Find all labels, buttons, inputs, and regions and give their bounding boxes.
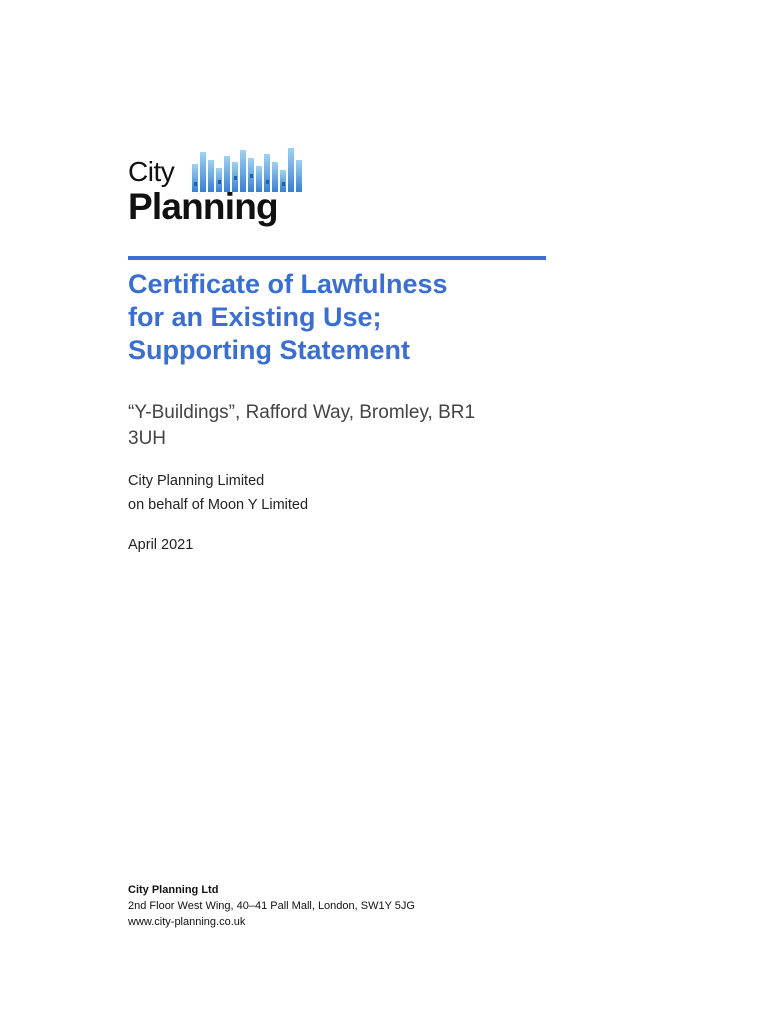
address-line: “Y-Buildings”, Rafford Way, Bromley, BR1 (128, 402, 476, 423)
footer-contact (128, 882, 415, 930)
address-line: 3UH (128, 428, 167, 449)
title-line: Supporting Statement (128, 335, 410, 365)
title-line: for an Existing Use; (128, 302, 382, 332)
city-planning-logo (128, 146, 308, 226)
footer-company: City Planning Ltd (128, 884, 219, 896)
footer-address: 2nd Floor West Wing, 40–41 Pall Mall, London, SW1Y 5JG (128, 900, 415, 912)
author-company: City Planning Limited (128, 473, 265, 489)
logo-word-city: City (128, 156, 175, 187)
document-date: April 2021 (128, 537, 194, 553)
title-line: Certificate of Lawfulness (128, 269, 448, 299)
document-title (128, 268, 548, 367)
logo-word-planning: Planning (128, 186, 278, 227)
footer-website-link[interactable]: www.city-planning.co.uk (128, 916, 246, 928)
author-client: on behalf of Moon Y Limited (128, 497, 309, 513)
title-divider (128, 256, 546, 260)
site-address (128, 400, 538, 452)
author-block (128, 469, 308, 517)
